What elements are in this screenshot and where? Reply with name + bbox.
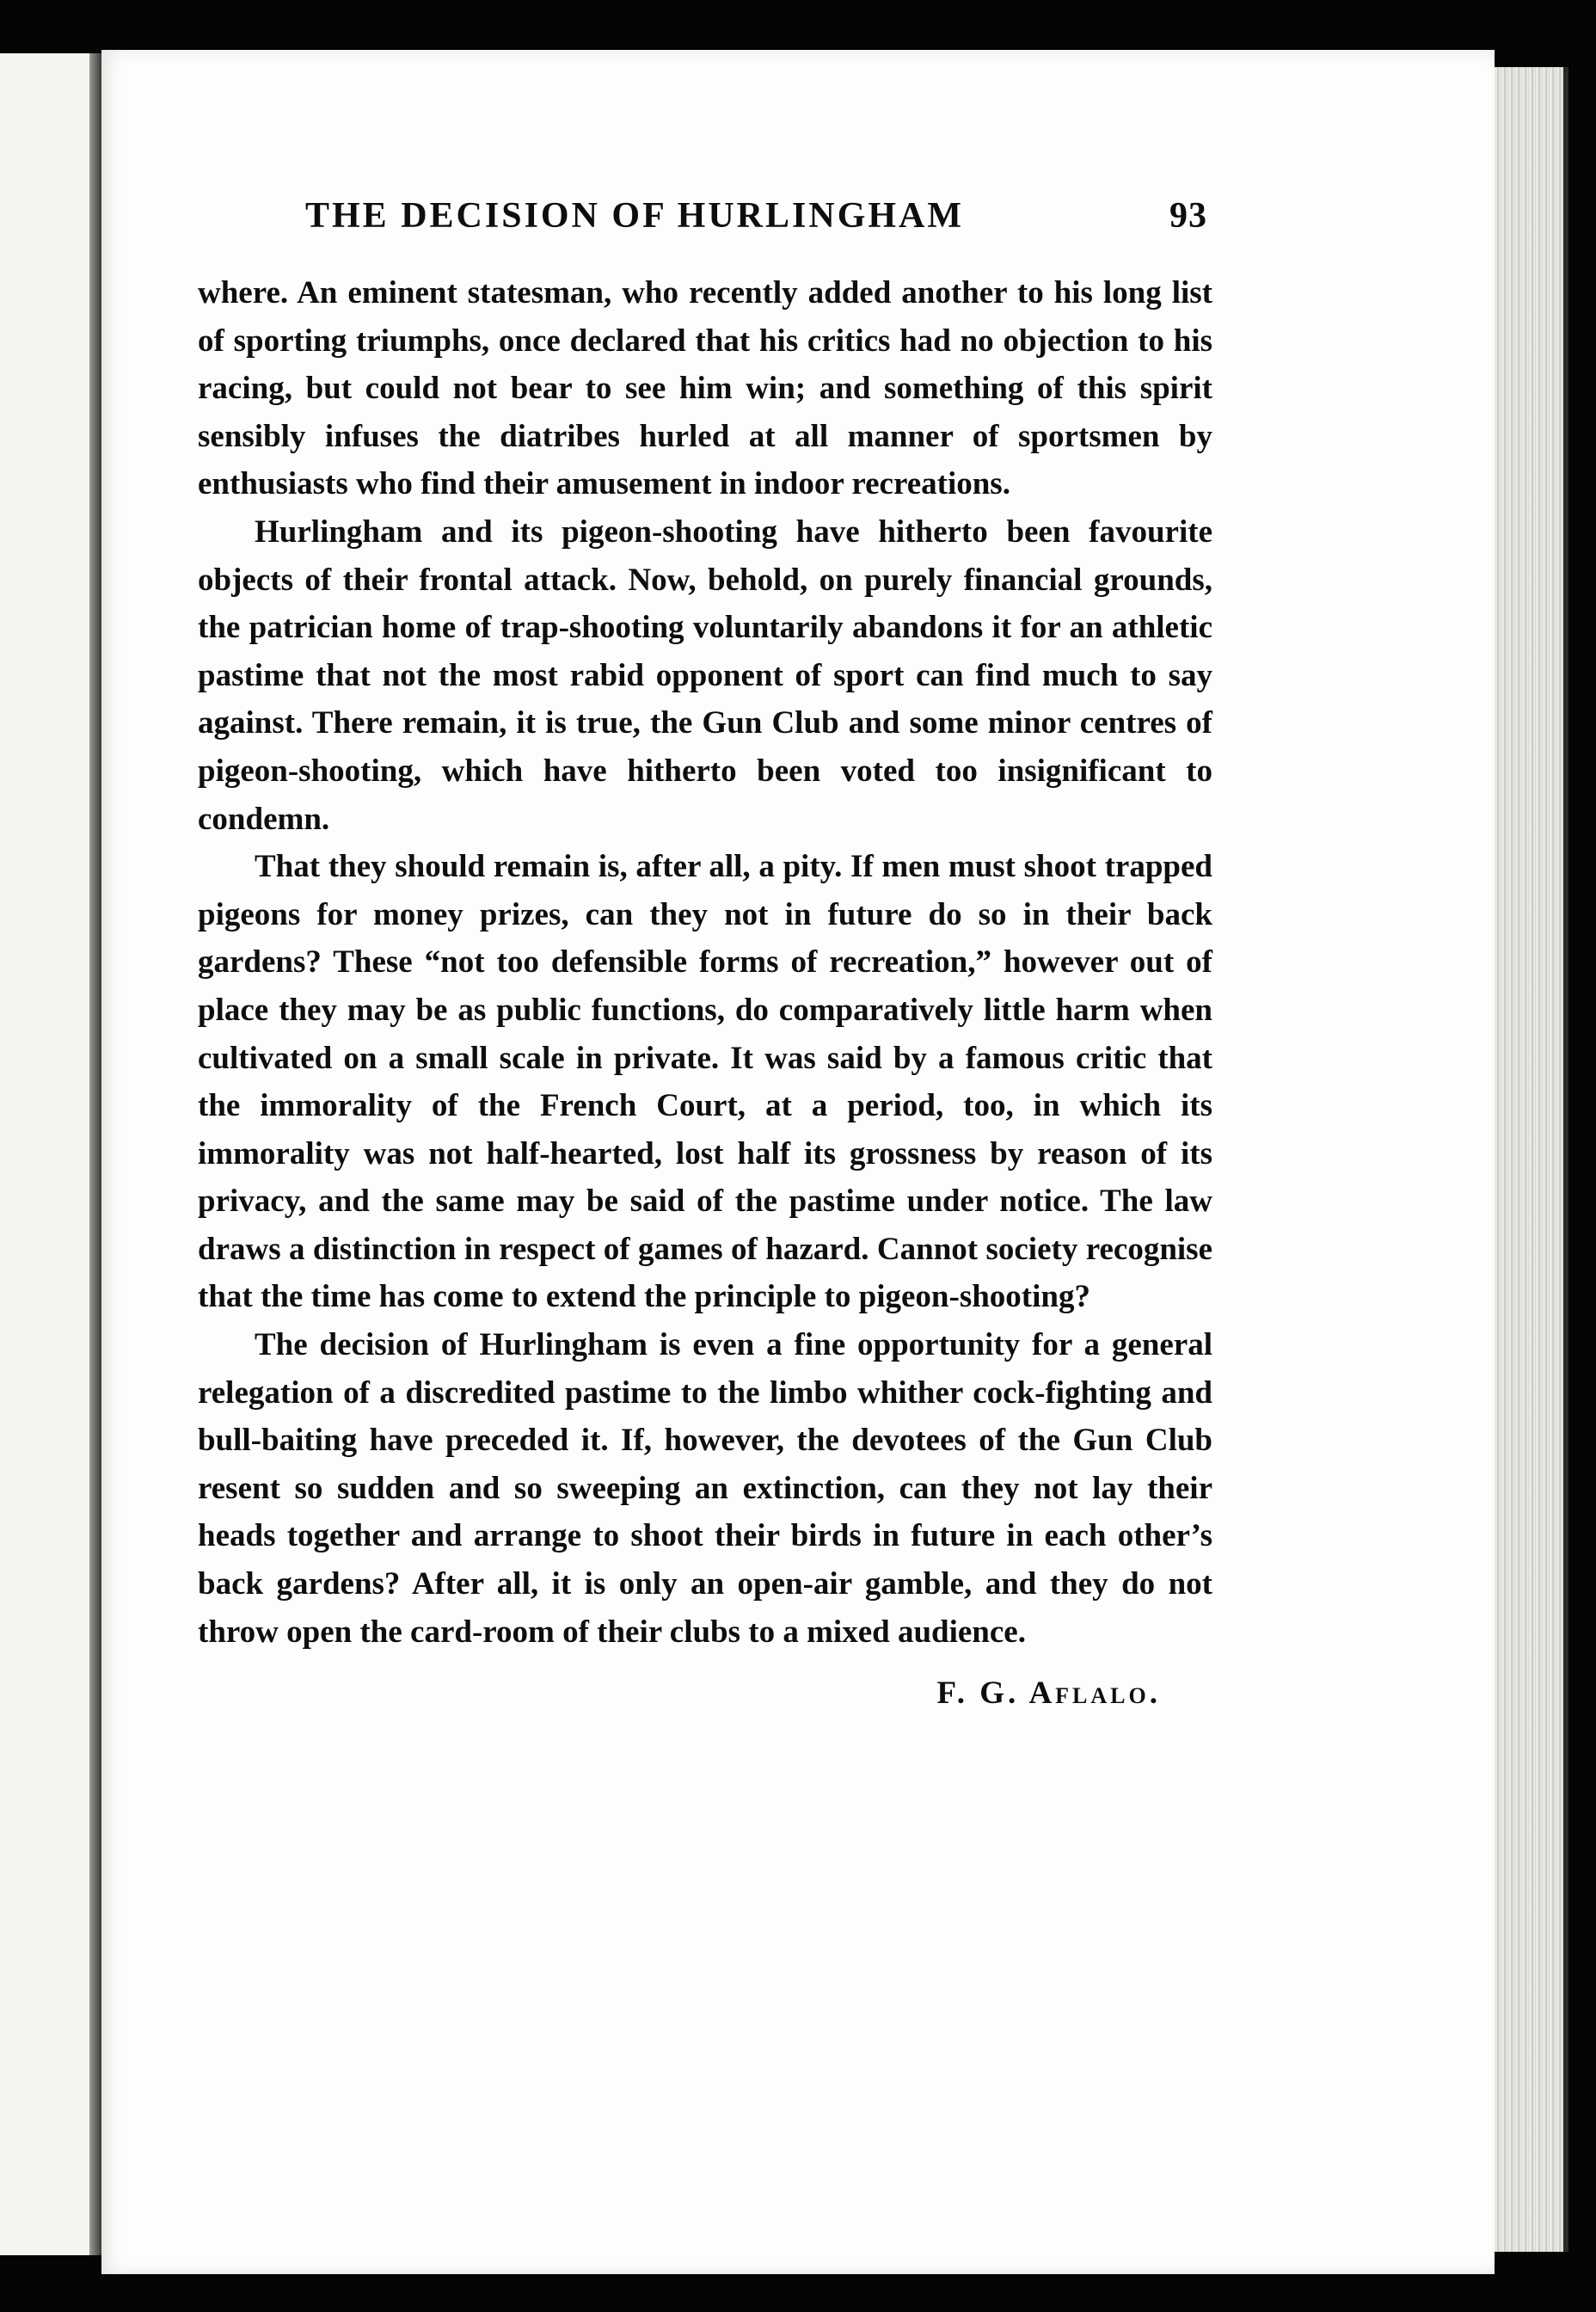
author-signature: F. G. Aflalo. [936, 1676, 1161, 1712]
paragraph: The decision of Hurlingham is even a fine opportunity for a general relegation of a discredited pastime to the limbo whither cock-fighting and bull-baiting have preceded it. If, however, the devotees of the Gun Club resent so sudden and so sweeping an extinction, can they not lay their heads together and arrange to shoot their birds in future in each other’s back gardens? After all, it is only an open-air gamble, and they do not throw open the card-room of their clubs to a mixed audience. [198, 1327, 1212, 1650]
facing-page-edge [0, 53, 96, 2255]
gutter-shadow [89, 53, 101, 2255]
paragraph: Hurlingham and its pigeon-shooting have hitherto been favourite objects of their frontal attack. Now, behold, on purely financial grounds, the patrician home of trap-shooting voluntarily abandons it for an athletic pastime that not the most rabid opponent of sport can find much to say against. There remain, it is true, the Gun Club and some minor centres of pigeon-shooting, which have hitherto been voted too insignificant to condemn. [198, 513, 1212, 837]
running-head-title: THE DECISION OF HURLINGHAM [305, 196, 965, 236]
page-number: 93 [1169, 196, 1207, 236]
paragraph-continuation: where. An eminent statesman, who recently added another to his long list of sporting triumphs, once declared that his critics had no objection to his racing, but could not bear to see him win; and something of this spirit sensibly infuses the diatribes hurled at all manner of sportsmen by enthusiasts who find their amusement in indoor recreations. [198, 275, 1212, 502]
paragraph: That they should remain is, after all, a pity. If men must shoot trapped pigeons for money prizes, can they not in future do so in their back gardens? These “not too defensible forms of recreation,” however out of place they may be as public functions, do comparatively little harm when cultivated on a small scale in private. It was said by a famous critic that the immorality of the French Court, at a period, too, in which its immorality was not half-hearted, lost half its grossness by reason of its privacy, and the same may be said of the pastime under notice. The law draws a distinction in respect of games of hazard. Cannot society recognise that the time has come to extend the principle to pigeon-shooting? [198, 849, 1212, 1315]
page-content [198, 185, 1212, 1712]
running-head [198, 185, 1212, 237]
body-text [198, 269, 1212, 1656]
